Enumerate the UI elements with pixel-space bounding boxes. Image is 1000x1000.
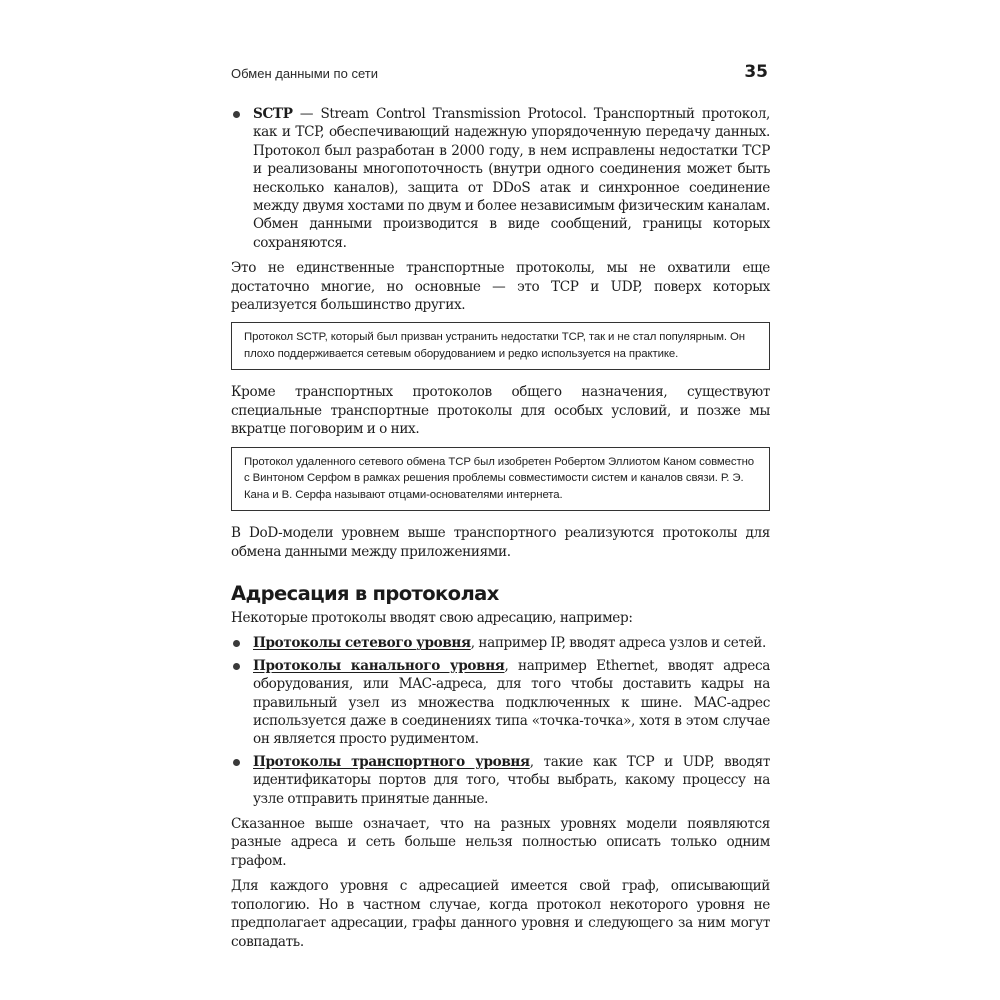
term-link-layer: Протоколы канального уровня xyxy=(253,657,505,674)
page-number: 35 xyxy=(744,62,768,82)
list-item-link-layer xyxy=(231,657,770,749)
paragraph-special-protocols: Кроме транспортных протоколов общего назначения, существуют специальные транспортные протоколы для особых условий, и позже мы вкратце поговорим и о них. xyxy=(231,384,770,438)
term-transport-layer: Протоколы транспортного уровня xyxy=(253,753,530,770)
page-body xyxy=(231,105,770,958)
term-sctp: SCTP xyxy=(253,106,293,122)
term-network-layer: Протоколы сетевого уровня xyxy=(253,635,471,652)
network-layer-description: , например IP, вводят адреса узлов и сетей. xyxy=(470,635,766,652)
list-item-sctp xyxy=(231,105,770,252)
paragraph-dod-model: В DoD-модели уровнем выше транспортного реализуются протоколы для обмена данными между приложениями. xyxy=(231,525,770,560)
link-layer-description: , например Ethernet, вводят адреса оборудования, или MAC-адреса, для того чтобы доставить кадры на правильный узел из множества подключенных к шине. MAC-адрес используется даже в соединениях типа «точка-точка», хотя в этом случае он является просто рудиментом. xyxy=(253,657,770,748)
paragraph-graph: Для каждого уровня с адресацией имеется свой граф, описывающий топологию. Но в частном случае, когда протокол некоторого уровня не предполагает адресации, графы данного уровня и следующего за ним могут совпадать. xyxy=(231,878,770,950)
note-box-sctp: Протокол SCTP, который был призван устранить недостатки TCP, так и не стал популярным. Он плохо поддерживается сетевым оборудованием и редко используется на практике. xyxy=(231,322,770,370)
paragraph-levels: Сказанное выше означает, что на разных уровнях модели появляются разные адреса и сеть больше нельзя полностью описать только одним графом. xyxy=(231,816,770,869)
sctp-description: — Stream Control Transmission Protocol. Транспортный протокол, как и TCP, обеспечивающий надежную упорядоченную передачу данных. Протокол был разработан в 2000 году, в нем исправлены недостатки TCP и реализованы многопоточность (внутри одного соединения может быть несколько каналов), защита от DDoS атак и синхронное соединение между двумя хостами по двум и более независимым физическим каналам. Обмен данными производится в виде сообщений, границы которых сохраняются. xyxy=(253,106,770,251)
bullet-icon xyxy=(233,640,240,647)
paragraph-addressing-intro: Некоторые протоколы вводят свою адресацию, например: xyxy=(231,610,633,626)
bullet-icon xyxy=(233,111,240,118)
transport-layer-description: , такие как TCP и UDP, вводят идентификаторы портов для того, чтобы выбрать, какому процессу на узле отправить принятые данные. xyxy=(253,753,770,807)
running-title: Обмен данными по сети xyxy=(231,66,378,81)
note-box-tcp-history: Протокол удаленного сетевого обмена TCP был изобретен Робертом Эллиотом Каном совместно с Винтоном Серфом в рамках решения проблемы совместимости систем и каналов связи. Р. Э. Кана и В. Серфа называют отцами-основателями интернета. xyxy=(231,447,770,512)
bullet-icon xyxy=(233,759,240,766)
paragraph-not-only: Это не единственные транспортные протоколы, мы не охватили еще достаточно многие, но основные — это TCP и UDP, поверх которых реализуется большинство других. xyxy=(231,260,770,314)
addressing-bullet-list xyxy=(231,634,770,808)
list-item-transport-layer xyxy=(231,753,770,808)
sctp-bullet-list xyxy=(231,105,770,252)
section-heading: Адресация в протоколах xyxy=(231,582,499,605)
list-item-network-layer xyxy=(231,634,770,652)
bullet-icon xyxy=(233,663,240,670)
